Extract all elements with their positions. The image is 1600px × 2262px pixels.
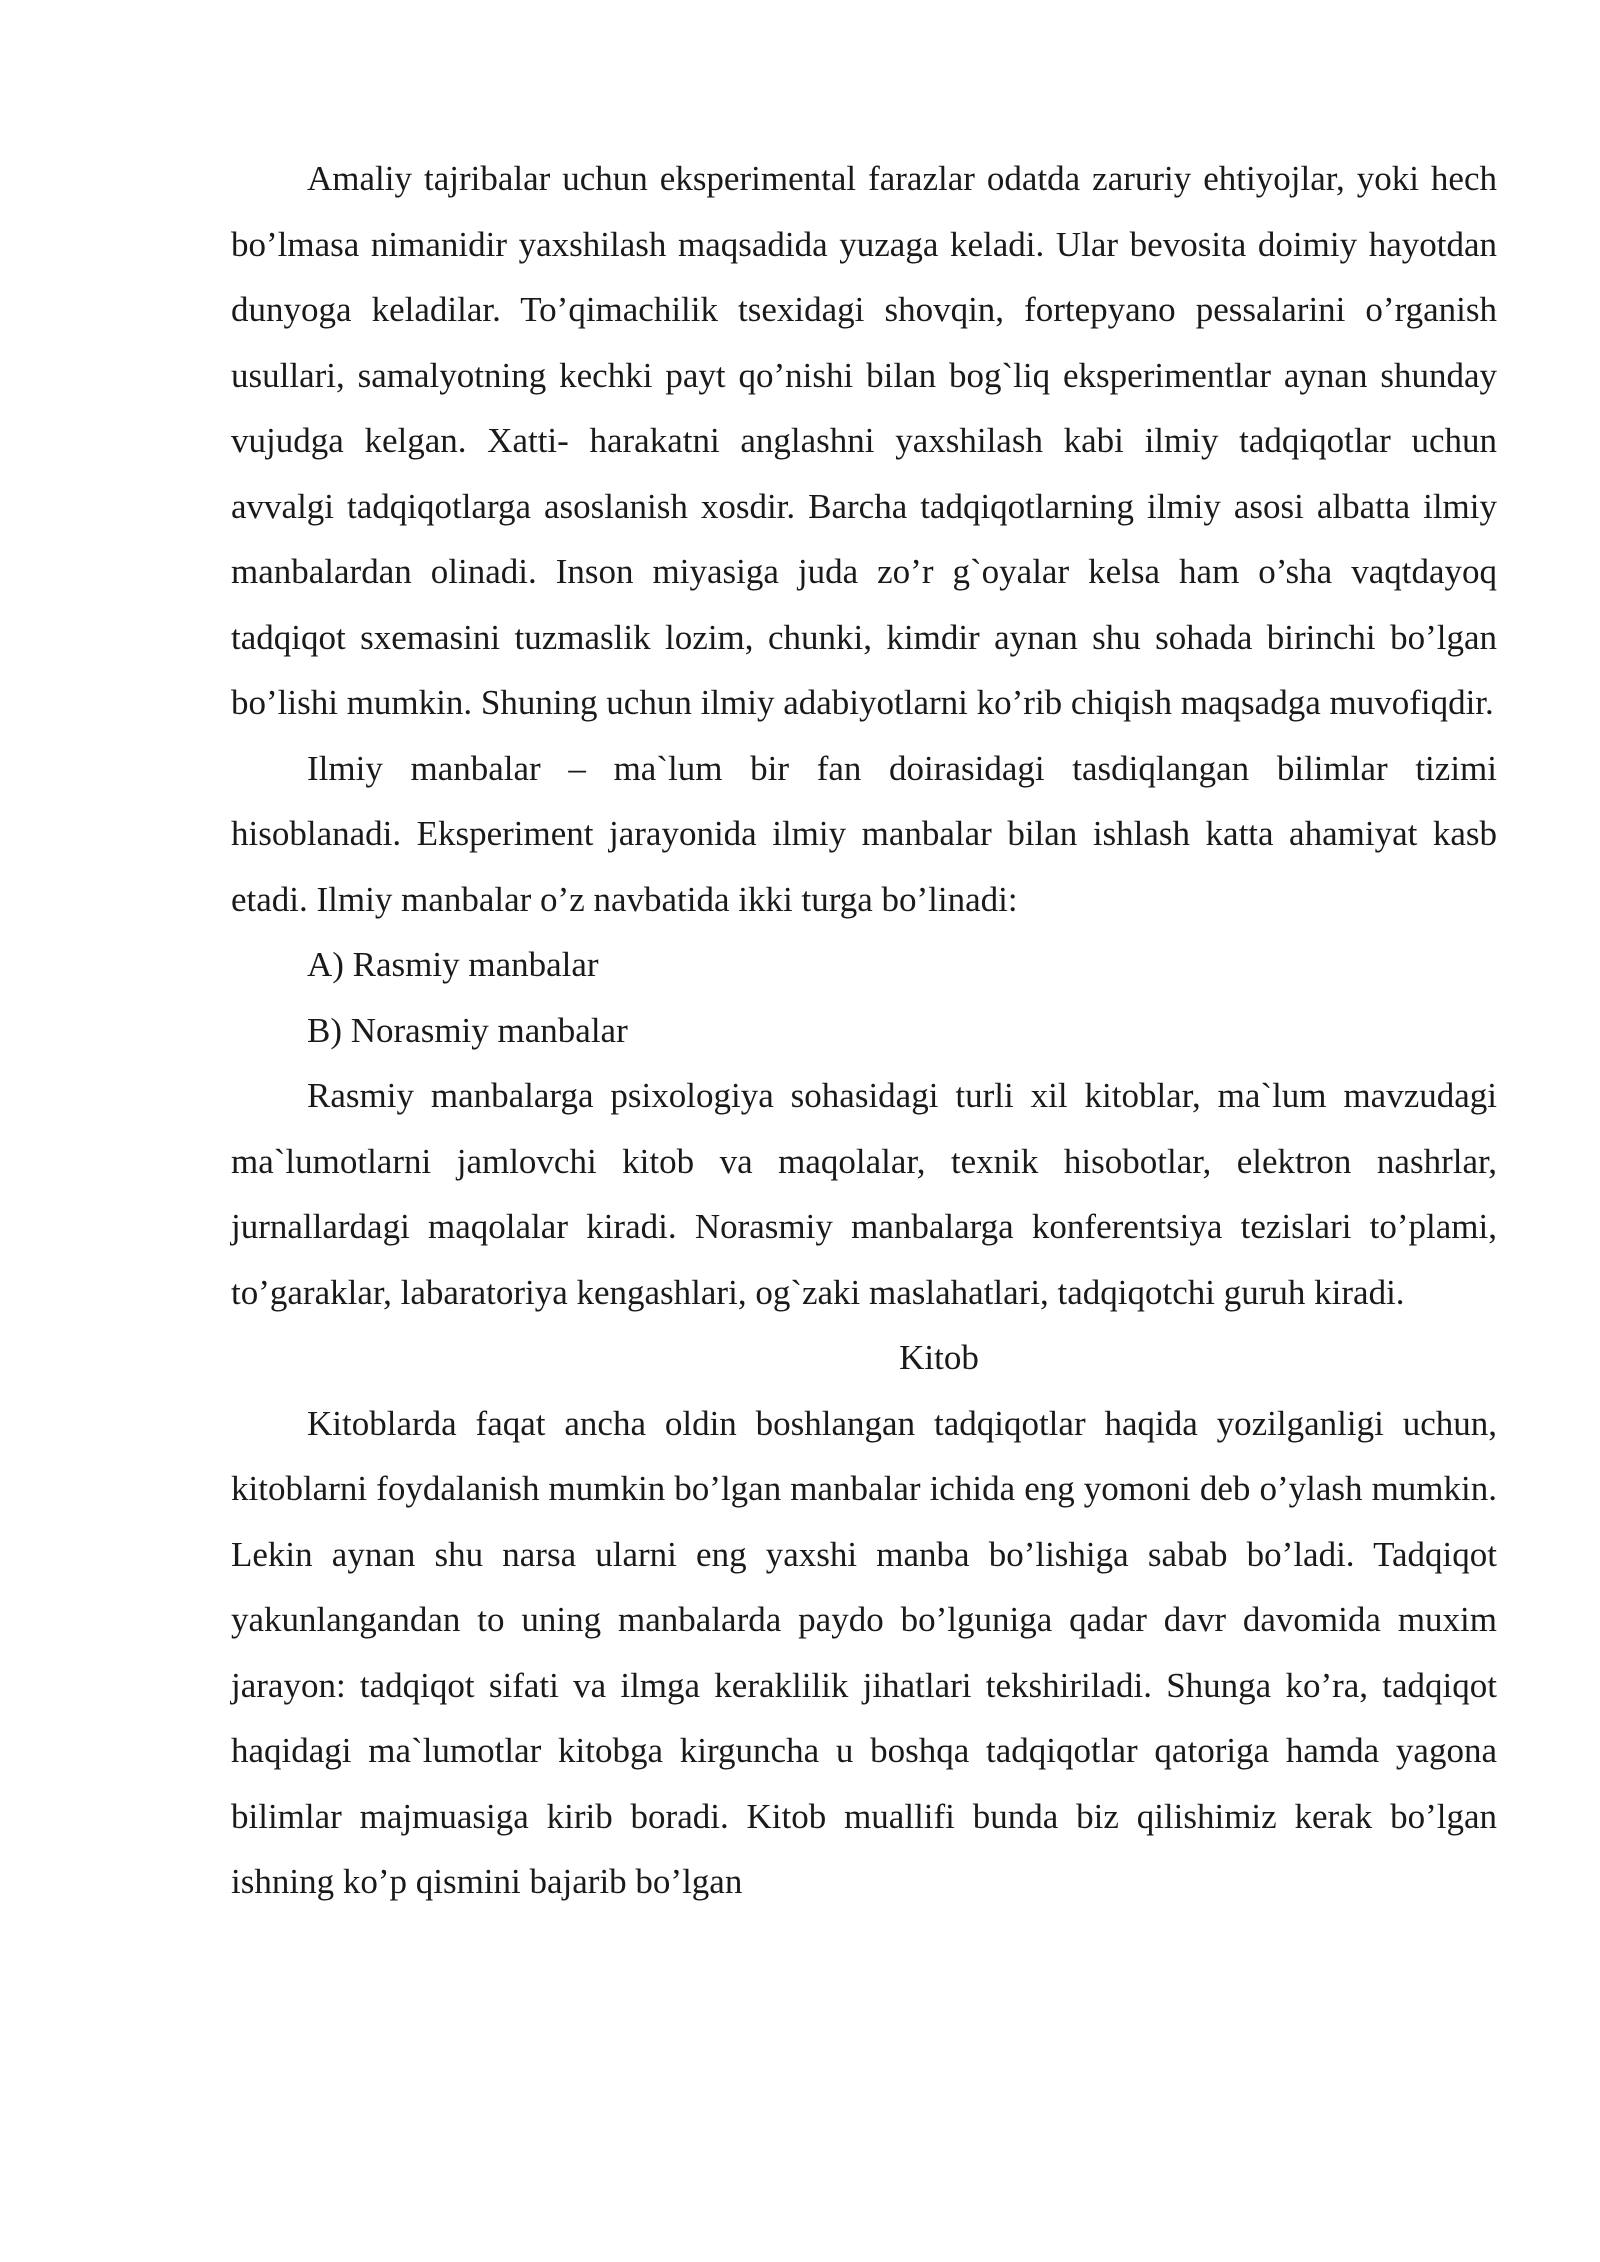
- paragraph-scientific-sources: Ilmiy manbalar – ma`lum bir fan doirasidagi tasdiqlangan bilimlar tizimi hisoblanadi. Eksperiment jarayonida ilmiy manbalar bilan ishlash katta ahamiyat kasb etadi. Ilmiy manbalar o’z navbatida ikki turga bo’linadi:: [231, 748, 1497, 919]
- paragraph-source-types: Rasmiy manbalarga psixologiya sohasidagi turli xil kitoblar, ma`lum mavzudagi ma`lumotlarni jamlovchi kitob va maqolalar, texnik hisobotlar, elektron nashrlar, jurnallardagi maqolalar kiradi. Norasmiy manbalarga konferentsiya tezislari to’plami, to’garaklar, labaratoriya kengashlari, og`zaki maslahatlari, tadqiqotchi guruh kiradi.: [231, 1076, 1497, 1312]
- paragraph-experimental-hypotheses: Amaliy tajribalar uchun eksperimental farazlar odatda zaruriy ehtiyojlar, yoki hech bo’lmasa nimanidir yaxshilash maqsadida yuzaga keladi. Ular bevosita doimiy hayotdan dunyoga keladilar. To’qimachilik tsexidagi shovqin, fortepyano pessalarini o’rganish usullari, samalyotning kechki payt qo’nishi bilan bog`liq eksperimentlar aynan shunday vujudga kelgan. Xatti- harakatni anglashni yaxshilash kabi ilmiy tadqiqotlar uchun avvalgi tadqiqotlarga asoslanish xosdir. Barcha tadqiqotlarning ilmiy asosi albatta ilmiy manbalardan olinadi. Inson miyasiga juda zo’r g`oyalar kelsa ham o’sha vaqtdayoq tadqiqot sxemasini tuzmaslik lozim, chunki, kimdir aynan shu sohada birinchi bo’lgan bo’lishi mumkin. Shuning uchun ilmiy adabiyotlarni ko’rib chiqish maqsadga muvofiqdir.: [231, 159, 1497, 722]
- list-item-unofficial-sources: B) Norasmiy manbalar: [307, 1010, 628, 1050]
- paragraph-books: Kitoblarda faqat ancha oldin boshlangan tadqiqotlar haqida yozilganligi uchun, kitoblarni foydalanish mumkin bo’lgan manbalar ichida eng yomoni deb o’ylash mumkin. Lekin aynan shu narsa ularni eng yaxshi manba bo’lishiga sabab bo’ladi. Tadqiqot yakunlangandan to uning manbalarda paydo bo’lguniga qadar davr davomida muxim jarayon: tadqiqot sifati va ilmga keraklilik jihatlari tekshiriladi. Shunga ko’ra, tadqiqot haqidagi ma`lumotlar kitobga kirguncha u boshqa tadqiqotlar qatoriga hamda yagona bilimlar majmuasiga kirib boradi. Kitob muallifi bunda biz qilishimiz kerak bo’lgan ishning ko’p qismini bajarib bo’lgan: [231, 1403, 1497, 1901]
- document-body: [231, 146, 1497, 1915]
- section-heading-kitob: Kitob: [899, 1338, 979, 1377]
- list-item-official-sources: A) Rasmiy manbalar: [307, 945, 599, 984]
